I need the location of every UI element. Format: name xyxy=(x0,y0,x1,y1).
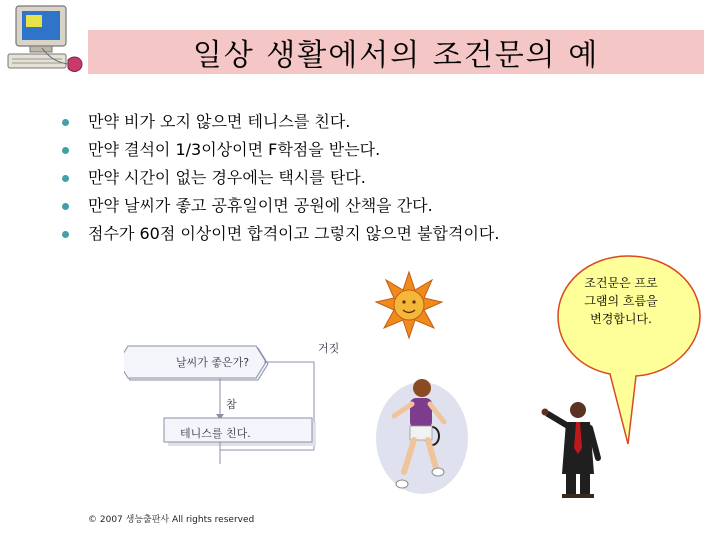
presenter-man-illustration xyxy=(538,398,608,498)
list-item: 만약 비가 오지 않으면 테니스를 친다. xyxy=(60,108,499,136)
copyright-footer: © 2007 생능출판사 All rights reserved xyxy=(88,515,255,525)
bullet-dot-icon xyxy=(62,175,69,182)
computer-icon xyxy=(2,2,88,80)
bubble-text: 조건문은 프로 그램의 흐름을 변경합니다. xyxy=(584,276,658,326)
list-item: 만약 날씨가 좋고 공휴일이면 공원에 산책을 간다. xyxy=(60,192,499,220)
bullet-dot-icon xyxy=(62,147,69,154)
tennis-player-illustration xyxy=(370,372,470,500)
list-item: 만약 결석이 1/3이상이면 F학점을 받는다. xyxy=(60,136,499,164)
title-banner xyxy=(88,30,704,74)
page-title: 일상 생활에서의 조건문의 예 xyxy=(192,38,600,73)
condition-example-list xyxy=(60,108,499,248)
bullet-dot-icon xyxy=(62,231,69,238)
bullet-dot-icon xyxy=(62,119,69,126)
flowchart-no-label: 거짓 xyxy=(318,342,340,355)
sun-illustration xyxy=(374,270,444,340)
flowchart-action-label: 테니스를 친다. xyxy=(180,427,251,440)
flowchart-decision-label: 날씨가 좋은가? xyxy=(176,356,250,369)
list-item: 만약 시간이 없는 경우에는 택시를 탄다. xyxy=(60,164,499,192)
bullet-dot-icon xyxy=(62,203,69,210)
list-item: 점수가 60점 이상이면 합격이고 그렇지 않으면 불합격이다. xyxy=(60,220,499,248)
flowchart-yes-label: 참 xyxy=(226,398,237,411)
